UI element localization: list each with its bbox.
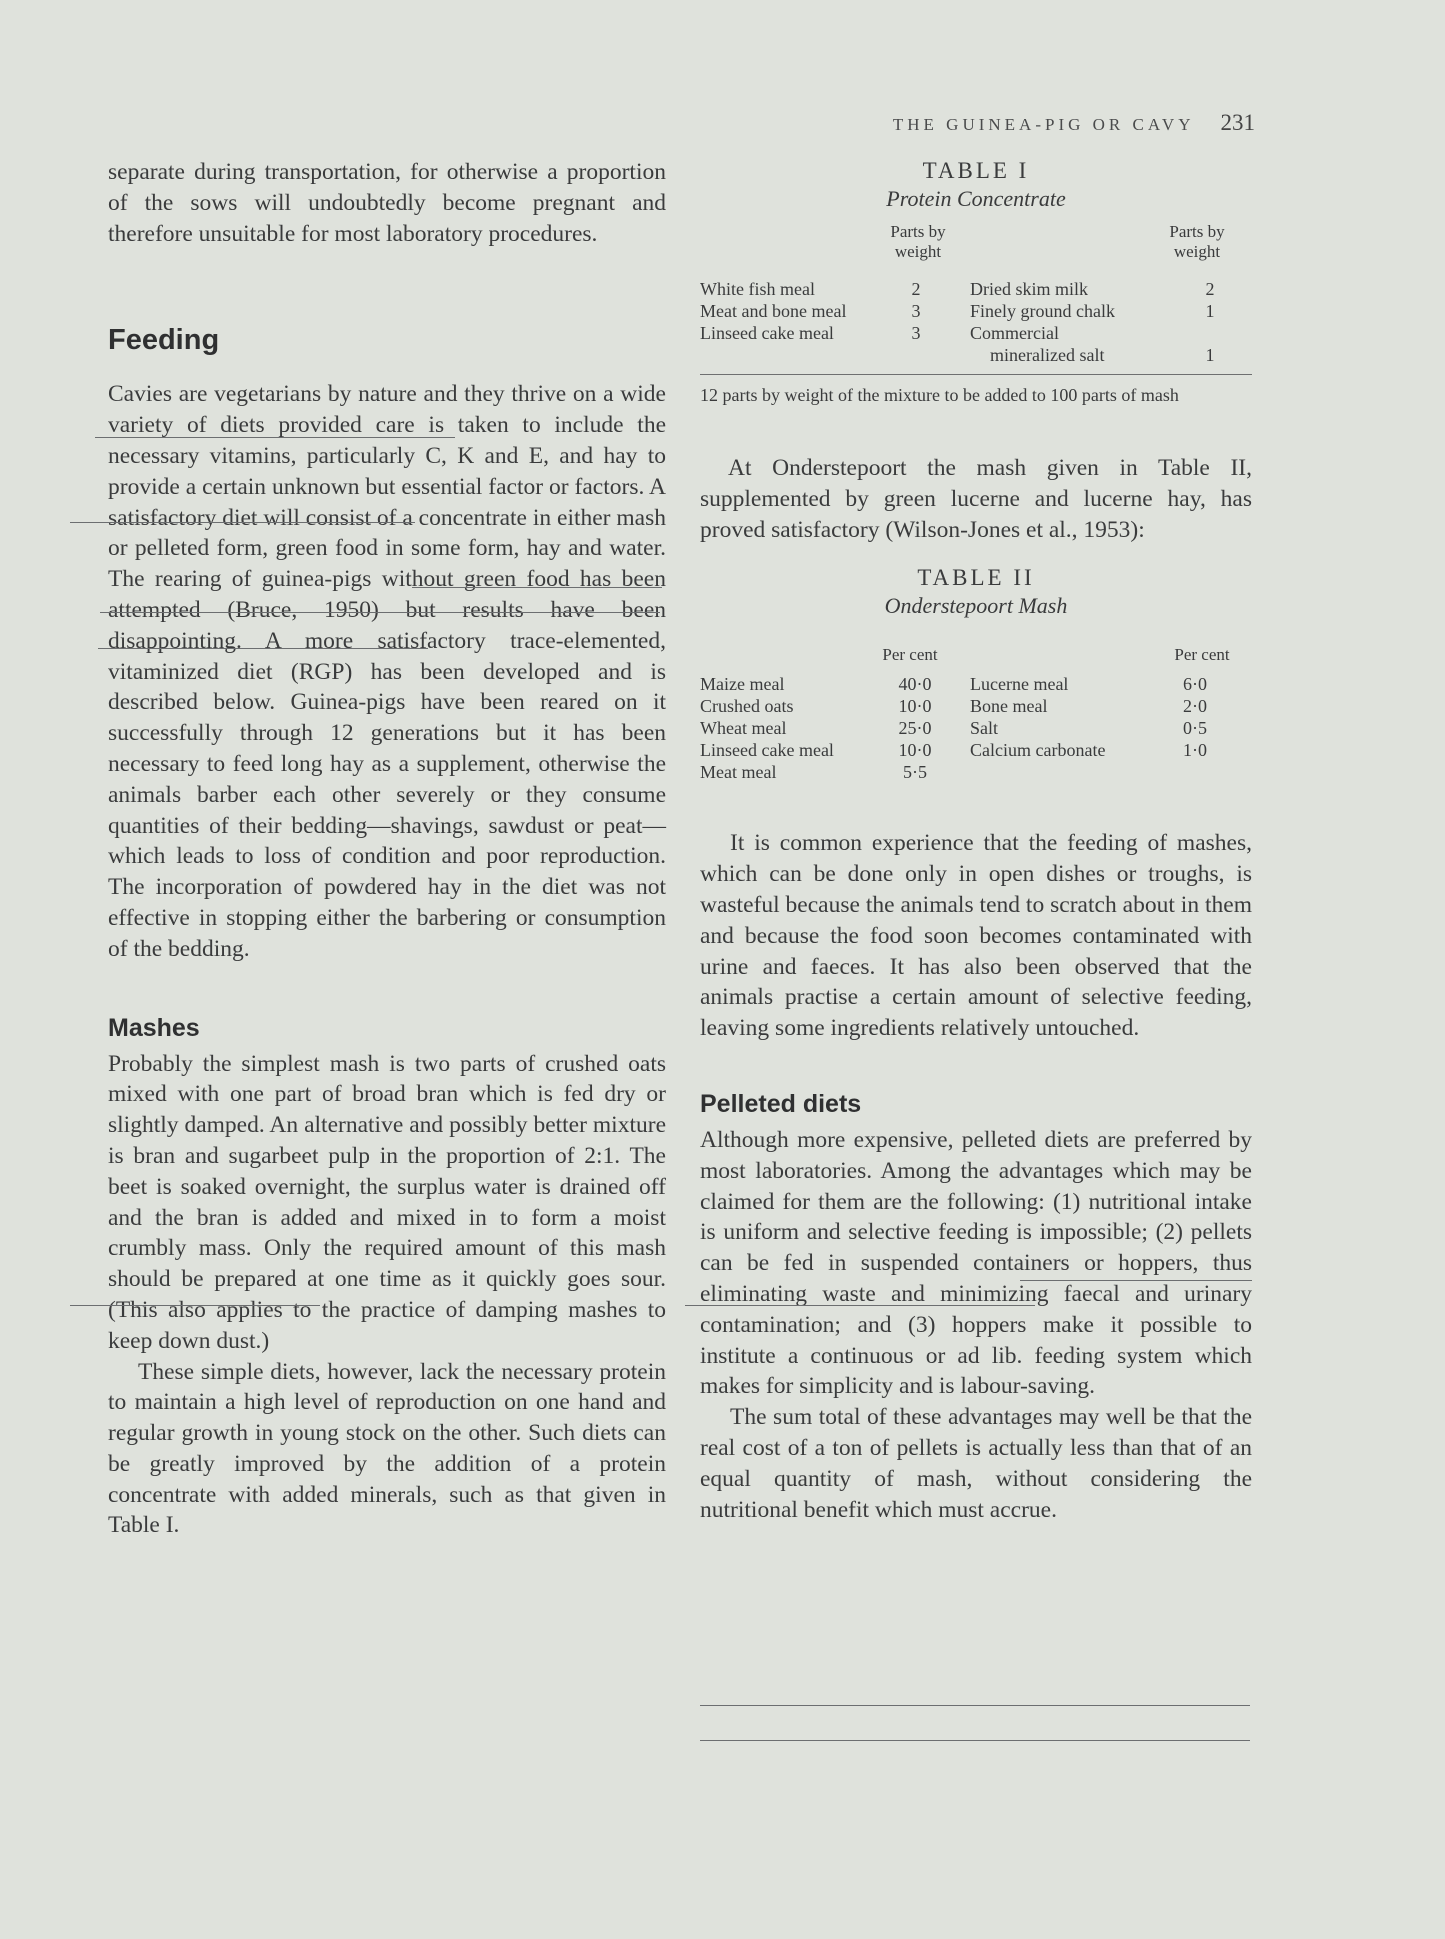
table-1-subtitle: Protein Concentrate — [886, 186, 1066, 211]
mashes-paragraph-2: These simple diets, however, lack the necessary protein to maintain a high level of reproduction on one hand and regular growth in young stock on the other. Such diets can be greatly improved by the addition of a protein concentrate with added minerals, such as that given in Table I. — [108, 1358, 666, 1539]
pelleted-paragraph-2: The sum total of these advantages may well be that the real cost of a ton of pellets is actually less than that of an equal quantity of mash, without considering the nutritional benefit which must accrue. — [700, 1404, 1252, 1523]
table-cell: 3 — [911, 323, 921, 343]
pencil-underline — [685, 1305, 1035, 1306]
mashes-heading: Mashes — [108, 1013, 200, 1042]
table-cell: 2·0 — [1183, 696, 1207, 717]
table-cell: Finely ground chalk — [970, 301, 1115, 321]
table-cell: Wheat meal — [700, 718, 787, 739]
table-1-body — [700, 278, 1252, 366]
table-cell: Salt — [970, 718, 999, 739]
feeding-paragraph: Cavies are vegetarians by nature and they thrive on a wide variety of diets provided care is taken to include the necessary vitamins, particularly C, K and E, and hay to provide a certain unknown but essential factor or factors. A satisfactory diet will consist of a concentrate in either mash or pelleted form, green food in some form, hay and water. The rearing of guinea-pigs without green food has been attempted (Bruce, 1950) but results have been disappointing. A more satisfactory trace-elemented, vitaminized diet (RGP) has been developed and is described below. Guinea-pigs have been reared on it successfully through 12 generations but it has been necessary to feed long hay as a supplement, otherwise the animals barber each other severely or they consume quantities of their bedding—shavings, sawdust or peat—which leads to loss of condition and poor reproduction. The incorporation of powdered hay in the diet was not effective in stopping either the barbering or consumption of the bedding. — [108, 381, 666, 962]
table-cell: 6·0 — [1183, 674, 1207, 695]
table-cell: 3 — [911, 301, 921, 321]
pencil-underline — [98, 648, 428, 649]
running-title: THE GUINEA-PIG OR CAVY — [892, 115, 1195, 134]
table-row — [700, 673, 1252, 695]
table-row — [700, 278, 1252, 300]
table-cell: 40·0 — [898, 674, 932, 695]
table-1-col-header-right: Parts by weight — [1169, 222, 1225, 261]
table-cell: 1 — [1205, 301, 1215, 321]
table-cell: Dried skim milk — [970, 279, 1088, 299]
table-2-header — [700, 645, 1252, 673]
table-cell: Bone meal — [970, 696, 1048, 717]
table-cell: Linseed cake meal — [700, 323, 834, 343]
table-1-header — [700, 222, 1252, 278]
table-cell: Crushed oats — [700, 696, 794, 717]
pencil-underline — [412, 587, 662, 588]
feeding-heading: Feeding — [108, 324, 220, 357]
pencil-underline — [700, 1705, 1250, 1706]
table-cell: mineralized salt — [990, 345, 1105, 365]
onderstepoort-paragraph: At Onderstepoort the mash given in Table II, supplemented by green lucerne and lucerne hay, has proved satisfactory (Wilson-Jones et al., 1953): — [700, 455, 1252, 543]
table-2-subtitle: Onderstepoort Mash — [884, 593, 1068, 619]
table-cell: 0·5 — [1183, 718, 1207, 739]
table-cell: Meat and bone meal — [700, 301, 847, 321]
right-column — [700, 158, 1252, 1525]
pencil-underline — [95, 437, 455, 438]
pencil-underline — [70, 1305, 320, 1306]
table-1-footnote: 12 parts by weight of the mixture to be added to 100 parts of mash — [700, 385, 1179, 405]
pencil-underline — [70, 522, 415, 523]
table-cell: Commercial — [970, 323, 1059, 343]
pelleted-paragraph-1: Although more expensive, pelleted diets are preferred by most laboratories. Among the advantages which may be claimed for them are the following: (1) nutritional intake is uniform and selective feeding is impossible; (2) pellets can be fed in suspended containers or hoppers, thus eliminating waste and minimizing faecal and urinary contamination; and (3) hoppers make it possible to institute a continuous or ad lib. feeding system which makes for simplicity and is labour-saving. — [700, 1126, 1252, 1400]
table-cell: 10·0 — [898, 740, 932, 761]
left-column — [108, 157, 666, 1541]
table-cell: 25·0 — [898, 718, 932, 739]
table-row — [700, 322, 1252, 344]
page-number: 231 — [1220, 110, 1255, 135]
pencil-underline — [1020, 1280, 1252, 1281]
pencil-underline — [100, 612, 660, 613]
table-row — [700, 761, 1252, 783]
table-2-body — [700, 673, 1252, 783]
table-1-label: TABLE I — [922, 158, 1030, 183]
table-cell: Meat meal — [700, 762, 777, 783]
table-row — [700, 695, 1252, 717]
table-cell: 2 — [1205, 279, 1215, 299]
table-2-col-header-left: Per cent — [882, 645, 938, 665]
table-cell: 5·5 — [903, 762, 927, 783]
experience-paragraph: It is common experience that the feeding of mashes, which can be done only in open dishes or troughs, is wasteful because the animals tend to scratch about in them and because the food soon becomes contaminated with urine and faeces. It has also been observed that the animals practise a certain amount of selective feeding, leaving some ingredients relatively untouched. — [700, 830, 1252, 1042]
table-cell: 2 — [911, 279, 921, 299]
table-cell: 1 — [1205, 345, 1215, 365]
table-row — [700, 300, 1252, 322]
table-2-label: TABLE II — [917, 565, 1035, 591]
table-1 — [700, 158, 1252, 406]
table-1-rule — [700, 374, 1252, 375]
table-cell: Linseed cake meal — [700, 740, 834, 761]
table-row — [700, 739, 1252, 761]
table-2-col-header-right: Per cent — [1174, 645, 1230, 665]
table-cell: White fish meal — [700, 279, 815, 299]
table-2 — [700, 565, 1252, 783]
table-cell: Lucerne meal — [970, 674, 1069, 695]
table-row — [700, 717, 1252, 739]
table-cell: Maize meal — [700, 674, 785, 695]
pelleted-diets-heading: Pelleted diets — [700, 1089, 862, 1118]
table-row — [700, 344, 1252, 366]
table-cell: 1·0 — [1183, 740, 1207, 761]
mashes-paragraph-1: Probably the simplest mash is two parts of crushed oats mixed with one part of broad bran which is fed dry or slightly damped. An alternative and possibly better mixture is bran and sugarbeet pulp in the proportion of 2:1. The beet is soaked overnight, the surplus water is drained off and the bran is added and mixed in to form a moist crumbly mass. Only the required amount of this mash should be prepared at one time as it quickly goes sour. (This also applies to the practice of damping mashes to keep down dust.) — [108, 1050, 666, 1354]
intro-paragraph: separate during transportation, for otherwise a proportion of the sows will undoubtedly become pregnant and therefore unsuitable for most laboratory procedures. — [108, 159, 666, 247]
pencil-underline — [700, 1740, 1250, 1741]
table-cell: Calcium carbonate — [970, 740, 1106, 761]
running-head — [835, 110, 1255, 136]
table-1-col-header-left: Parts by weight — [890, 222, 946, 261]
table-cell: 10·0 — [898, 696, 932, 717]
